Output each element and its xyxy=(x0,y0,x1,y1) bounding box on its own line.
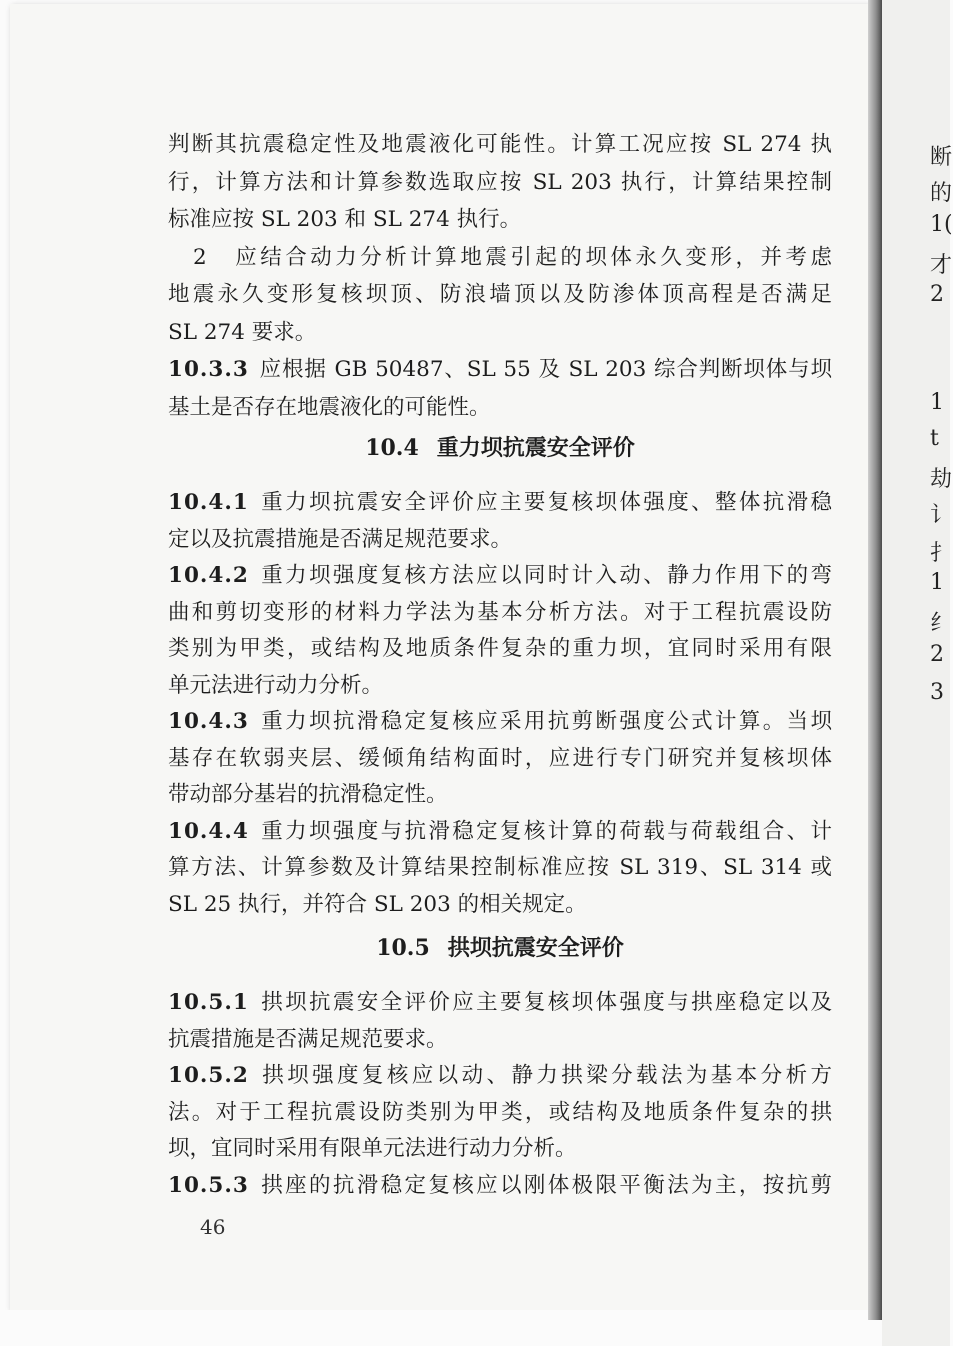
page-number: 46 xyxy=(200,1215,226,1239)
text-line xyxy=(168,1025,832,1055)
text-line xyxy=(168,243,832,273)
clause-text: 重力坝强度复核方法应以同时计入动、静力作用下的弯 xyxy=(258,563,832,588)
next-page-char: 的 xyxy=(930,181,953,206)
clause-text: 地震永久变形复核坝顶、防浪墙顶以及防渗体顶高程是否满足 xyxy=(168,282,832,307)
section-heading-10-4 xyxy=(168,432,832,464)
next-page-char: 3 xyxy=(930,680,944,705)
page-spine-shadow xyxy=(868,0,882,1320)
text-line xyxy=(168,1098,832,1128)
text-line xyxy=(168,1171,832,1201)
clause-text: SL 274 要求。 xyxy=(168,319,317,345)
clause-text: 类别为甲类，或结构及地质条件复杂的重力坝，宜同时采用有限 xyxy=(168,636,832,661)
next-page-char: 纟 xyxy=(930,611,953,636)
section-heading-10-5 xyxy=(168,932,832,964)
clause-text: 基土是否存在地震液化的可能性。 xyxy=(168,394,491,420)
clause-text: 应根据 GB 50487、SL 55 及 SL 203 综合判断坝体与坝 xyxy=(258,357,832,382)
clause-text: 抗震措施是否满足规范要求。 xyxy=(168,1026,448,1052)
clause-number: 10.5.2 xyxy=(168,1063,249,1088)
text-line xyxy=(168,130,832,160)
clause-text: 坝，宜同时采用有限单元法进行动力分析。 xyxy=(168,1136,577,1161)
clause-number: 10.4.3 xyxy=(168,709,249,734)
text-line xyxy=(168,890,832,920)
text-line xyxy=(168,671,832,701)
next-page-char: 2 xyxy=(930,282,944,307)
clause-text: 拱坝抗震安全评价应主要复核坝体强度与拱座稳定以及 xyxy=(258,990,832,1015)
text-line xyxy=(168,853,832,883)
clause-text: 法。对于工程抗震设防类别为甲类，或结构及地质条件复杂的拱 xyxy=(168,1099,832,1125)
text-line xyxy=(168,525,832,555)
next-page-char: 1( xyxy=(930,212,953,237)
text-line xyxy=(168,1134,832,1164)
clause-text: 重力坝强度与抗滑稳定复核计算的荷载与荷载组合、计 xyxy=(258,818,832,844)
heading-title: 拱坝抗震安全评价 xyxy=(447,935,624,961)
clause-text: 判断其抗震稳定性及地震液化可能性。计算工况应按 SL 274 执 xyxy=(168,132,832,157)
text-line xyxy=(168,561,832,591)
text-line xyxy=(168,355,832,385)
text-line xyxy=(168,744,832,774)
next-page-char: 劫 xyxy=(930,467,953,492)
text-line xyxy=(168,318,832,348)
text-line xyxy=(168,707,832,737)
next-page-char: 断 xyxy=(930,145,953,170)
clause-number: 10.4.4 xyxy=(168,818,249,844)
clause-text: 基存在软弱夹层、缓倾角结构面时，应进行专门研究并复核坝体 xyxy=(168,745,832,771)
clause-text: 算方法、计算参数及计算结果控制标准应按 SL 319、SL 314 或 xyxy=(168,855,832,880)
text-line xyxy=(168,634,832,664)
clause-text: 重力坝抗震安全评价应主要复核坝体强度、整体抗滑稳 xyxy=(258,490,832,515)
clause-number: 10.5.1 xyxy=(168,990,249,1015)
clause-text: 重力坝抗滑稳定复核应采用抗剪断强度公式计算。当坝 xyxy=(258,709,832,734)
next-page-char: 才 xyxy=(930,253,953,278)
clause-text: 定以及抗震措施是否满足规范要求。 xyxy=(168,526,513,552)
clause-text: 拱坝强度复核应以动、静力拱梁分载法为基本分析方 xyxy=(258,1063,832,1088)
clause-text: 单元法进行动力分析。 xyxy=(168,672,384,698)
clause-number: 10.3.3 xyxy=(168,357,249,382)
clause-number: 10.4.1 xyxy=(168,490,249,515)
clause-text: SL 25 执行，并符合 SL 203 的相关规定。 xyxy=(168,891,587,917)
text-line xyxy=(168,1061,832,1091)
clause-text: 曲和剪切变形的材料力学法为基本分析方法。对于工程抗震设防 xyxy=(168,599,832,625)
next-page-char: 扌 xyxy=(930,541,953,566)
clause-text: 拱座的抗滑稳定复核应以刚体极限平衡法为主，按抗剪 xyxy=(258,1172,832,1198)
text-line xyxy=(168,205,832,235)
next-page-char: 2 xyxy=(930,642,944,667)
next-page-char: 1 xyxy=(930,570,944,595)
clause-text: 行，计算方法和计算参数选取应按 SL 203 执行，计算结果控制 xyxy=(168,169,832,195)
clause-text: 标准应按 SL 203 和 SL 274 执行。 xyxy=(168,207,522,232)
clause-number: 10.5.3 xyxy=(168,1172,249,1198)
bottom-margin xyxy=(0,1310,868,1346)
heading-title: 重力坝抗震安全评价 xyxy=(436,435,635,461)
text-line xyxy=(168,780,832,810)
clause-text: 2 应结合动力分析计算地震引起的坝体永久变形，并考虑 xyxy=(168,244,832,270)
clause-text: 带动部分基岩的抗滑稳定性。 xyxy=(168,782,448,807)
clause-number: 10.4.2 xyxy=(168,563,249,588)
text-line xyxy=(168,168,832,198)
text-line xyxy=(168,488,832,518)
next-page-char: 讠 xyxy=(930,503,953,528)
text-line xyxy=(168,393,832,423)
heading-number: 10.5 xyxy=(376,935,430,961)
text-line xyxy=(168,280,832,310)
heading-number: 10.4 xyxy=(365,435,419,461)
text-line xyxy=(168,598,832,628)
text-line xyxy=(168,817,832,847)
next-page-char: 1 xyxy=(930,390,944,415)
next-page-char: t xyxy=(930,426,939,451)
text-line xyxy=(168,988,832,1018)
